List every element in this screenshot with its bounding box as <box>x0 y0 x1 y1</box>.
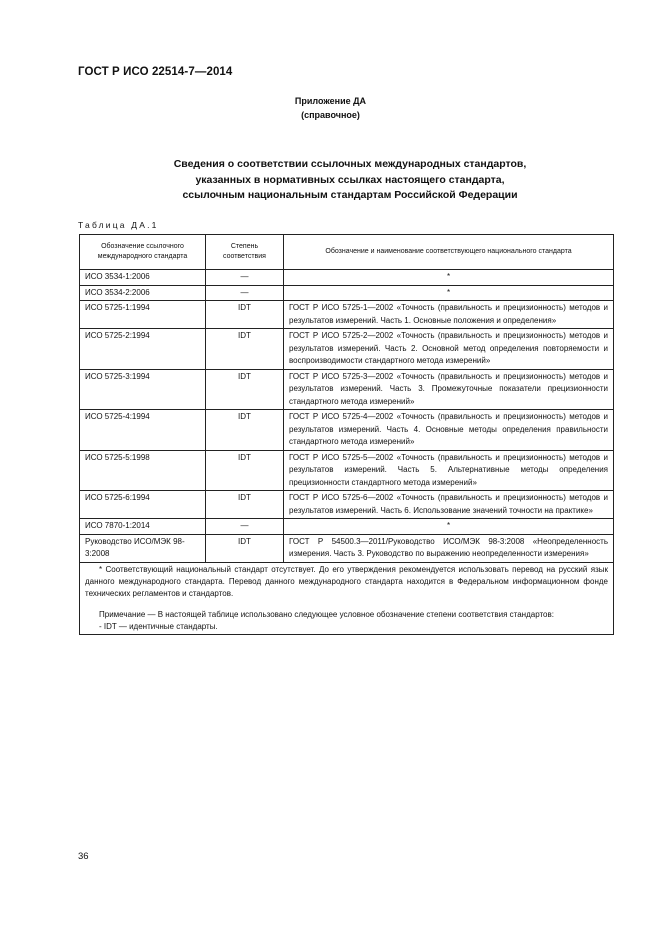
cell-national: * <box>284 285 614 301</box>
cell-national: * <box>284 519 614 535</box>
cell-degree: IDT <box>206 369 284 410</box>
section-title-line: Сведения о соответствии ссылочных международных стандартов, <box>173 158 527 170</box>
cell-degree: — <box>206 285 284 301</box>
document-code: ГОСТ Р ИСО 22514-7—2014 <box>78 66 233 78</box>
cell-standard: ИСО 7870-1:2014 <box>80 519 206 535</box>
table-footnote: * Соответствующий национальный стандарт отсутствует. До его утверждения рекомендуется использовать перевод на русский язык данного международного стандарта. Перевод данного международного стандарта находится в Федеральном информационном фонде технических регламентов и стандартов. <box>85 564 608 598</box>
cell-national: ГОСТ Р ИСО 5725-3—2002 «Точность (правильность и прецизионность) методов и результатов измерений. Часть 3. Промежуточные показатели прецизионности стандартного метода измерений» <box>284 369 614 410</box>
cell-standard: ИСО 3534-1:2006 <box>80 270 206 286</box>
table-row <box>80 450 614 491</box>
cell-standard: ИСО 5725-1:1994 <box>80 301 206 329</box>
table-row <box>80 285 614 301</box>
table-row <box>80 329 614 370</box>
cell-national: ГОСТ Р 54500.3—2011/Руководство ИСО/МЭК 98-3:2008 «Неопределенность измерения. Часть 3. Руководство по выражению неопределенности измерения» <box>284 534 614 562</box>
cell-standard: Руководство ИСО/МЭК 98-3:2008 <box>80 534 206 562</box>
table-row <box>80 534 614 562</box>
section-title-line: указанных в нормативных ссылках настоящего стандарта, <box>195 173 505 186</box>
table-note: Примечание — В настоящей таблице использовано следующее условное обозначение степени соответствия стандартов: <box>99 609 554 619</box>
cell-national: ГОСТ Р ИСО 5725-5—2002 «Точность (правильность и прецизионность) методов и результатов измерений. Часть 5. Альтернативные методы определения прецизионности стандартного метода измерений» <box>284 450 614 491</box>
table-row <box>80 491 614 519</box>
cell-degree: — <box>206 519 284 535</box>
table-header-row <box>80 235 614 270</box>
cell-standard: ИСО 3534-2:2006 <box>80 285 206 301</box>
cell-national: ГОСТ Р ИСО 5725-1—2002 «Точность (правильность и прецизионность) методов и результатов измерений. Часть 1. Основные положения и определения» <box>284 301 614 329</box>
cell-degree: IDT <box>206 410 284 451</box>
cell-degree: IDT <box>206 329 284 370</box>
header-international-standard: Обозначение ссылочного международного стандарта <box>80 235 206 270</box>
table-note-item: - IDT — идентичные стандарты. <box>99 621 218 631</box>
header-degree-of-correspondence: Степень соответствия <box>206 235 284 270</box>
cell-national: ГОСТ Р ИСО 5725-6—2002 «Точность (правильность и прецизионность) методов и результатов измерений. Часть 6. Использование значений точности на практике» <box>284 491 614 519</box>
table-row <box>80 519 614 535</box>
table-row <box>80 369 614 410</box>
section-title-line: ссылочным национальным стандартам Российской Федерации <box>182 189 518 201</box>
cell-degree: IDT <box>206 491 284 519</box>
table-row <box>80 301 614 329</box>
cell-standard: ИСО 5725-3:1994 <box>80 369 206 410</box>
table-row <box>80 410 614 451</box>
cell-degree: IDT <box>206 450 284 491</box>
cell-standard: ИСО 5725-2:1994 <box>80 329 206 370</box>
page-number: 36 <box>78 851 89 862</box>
section-title <box>90 157 610 204</box>
cell-degree: IDT <box>206 534 284 562</box>
cell-standard: ИСО 5725-6:1994 <box>80 491 206 519</box>
cell-national: ГОСТ Р ИСО 5725-4—2002 «Точность (правильность и прецизионность) методов и результатов измерений. Часть 4. Основные методы определения правильности стандартного метода измерений» <box>284 410 614 451</box>
cell-standard: ИСО 5725-4:1994 <box>80 410 206 451</box>
cell-national: ГОСТ Р ИСО 5725-2—2002 «Точность (правильность и прецизионность) методов и результатов измерений. Часть 2. Основной метод определения повторяемости и воспроизводимости стандартного метода измерений» <box>284 329 614 370</box>
annex-heading <box>0 94 661 122</box>
table-notes-row <box>80 562 614 634</box>
cell-standard: ИСО 5725-5:1998 <box>80 450 206 491</box>
cell-degree: IDT <box>206 301 284 329</box>
correspondence-table <box>79 234 614 635</box>
header-national-standard: Обозначение и наименование соответствующего национального стандарта <box>284 235 614 270</box>
cell-national: * <box>284 270 614 286</box>
annex-title: Приложение ДА <box>294 96 367 106</box>
cell-degree: — <box>206 270 284 286</box>
table-caption: Таблица ДА.1 <box>78 220 159 230</box>
annex-type: (справочное) <box>301 110 360 120</box>
table-row <box>80 270 614 286</box>
table-notes <box>80 562 614 634</box>
